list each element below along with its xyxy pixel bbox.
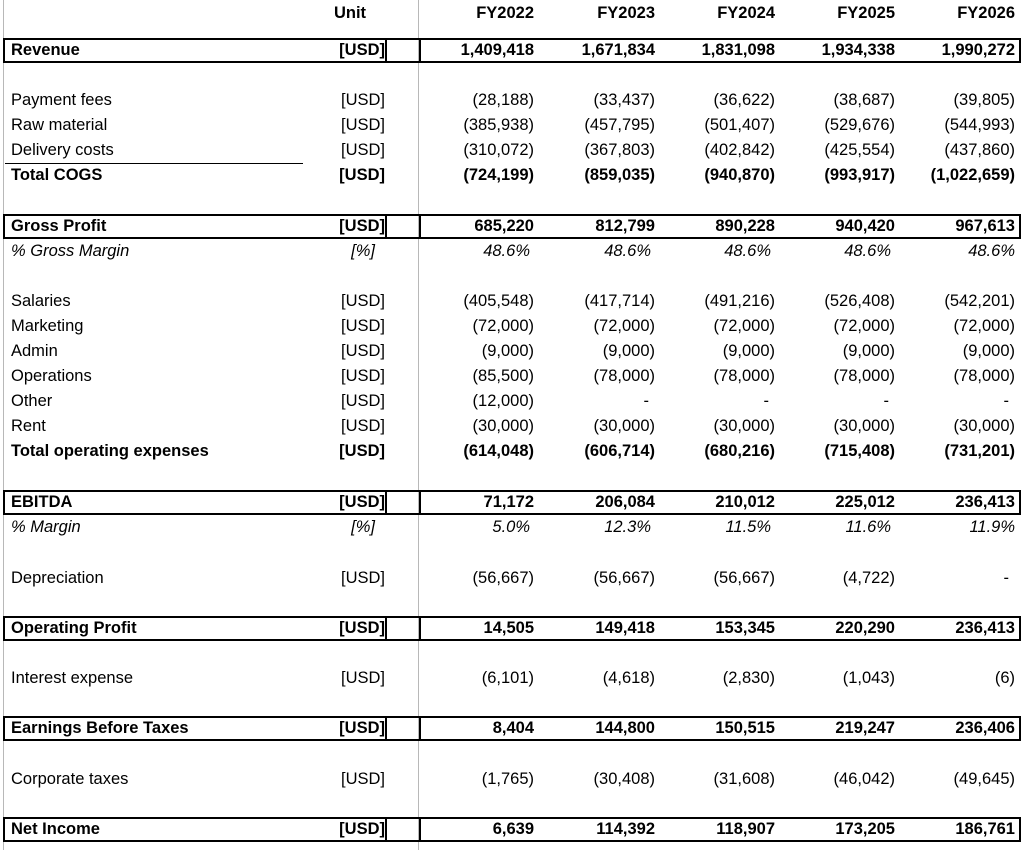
- row-value: 6,639: [492, 820, 534, 838]
- row-value: -: [643, 392, 649, 410]
- row-unit: [USD]: [340, 669, 385, 687]
- row-value: (78,000): [833, 367, 895, 385]
- row-value: 1,671,834: [581, 41, 655, 59]
- row-value: 8,404: [492, 719, 534, 737]
- row-value: (859,035): [584, 166, 655, 184]
- row-ebt: [0, 716, 1024, 741]
- row-interest-expense: [0, 666, 1024, 691]
- row-value: 149,418: [595, 619, 655, 637]
- row-label: Total COGS: [11, 166, 103, 184]
- row-value: 173,205: [835, 820, 895, 838]
- row-margin: [0, 515, 1024, 540]
- row-value: (36,622): [713, 91, 775, 109]
- row-label: Salaries: [11, 292, 71, 310]
- row-unit: [USD]: [340, 392, 385, 410]
- row-label: Delivery costs: [11, 141, 114, 159]
- row-value: (614,048): [463, 442, 534, 460]
- row-value: -: [1003, 569, 1009, 587]
- row-label: Earnings Before Taxes: [11, 719, 189, 737]
- row-label: Interest expense: [11, 669, 133, 687]
- row-unit: [USD]: [339, 442, 385, 460]
- row-marketing: [0, 314, 1024, 339]
- row-ebitda: [0, 490, 1024, 515]
- row-value: (28,188): [472, 91, 534, 109]
- row-value: 236,406: [955, 719, 1015, 737]
- row-unit: [USD]: [340, 91, 385, 109]
- row-value: (72,000): [953, 317, 1015, 335]
- row-raw-material: [0, 113, 1024, 138]
- row-total-opex: [0, 439, 1024, 464]
- row-value: (6): [994, 669, 1015, 687]
- row-value: (405,548): [463, 292, 534, 310]
- row-value: (457,795): [584, 116, 655, 134]
- header-row: [0, 1, 1024, 26]
- row-value: 220,290: [835, 619, 895, 637]
- row-unit: [USD]: [339, 719, 385, 737]
- row-rent: [0, 414, 1024, 439]
- row-value: (49,645): [953, 770, 1015, 788]
- row-unit: [USD]: [340, 569, 385, 587]
- row-value: (544,993): [944, 116, 1015, 134]
- year-header: FY2026: [957, 4, 1015, 22]
- row-value: 153,345: [715, 619, 775, 637]
- row-value: 12.3%: [604, 518, 651, 536]
- row-label: Raw material: [11, 116, 108, 134]
- row-gross-margin: [0, 239, 1024, 264]
- row-value: 236,413: [955, 493, 1015, 511]
- row-other: [0, 389, 1024, 414]
- row-value: (46,042): [833, 770, 895, 788]
- row-value: 48.6%: [724, 242, 771, 260]
- row-value: (680,216): [704, 442, 775, 460]
- row-label: Other: [11, 392, 53, 410]
- row-value: (367,803): [584, 141, 655, 159]
- row-value: (940,870): [704, 166, 775, 184]
- row-value: 225,012: [835, 493, 895, 511]
- row-value: (1,022,659): [930, 166, 1015, 184]
- row-total-cogs: [0, 163, 1024, 188]
- row-label: Operations: [11, 367, 92, 385]
- row-label: % Margin: [11, 518, 81, 536]
- row-value: 890,228: [715, 217, 775, 235]
- row-value: (72,000): [833, 317, 895, 335]
- row-unit: [USD]: [339, 41, 385, 59]
- row-value: (724,199): [463, 166, 534, 184]
- row-value: -: [1003, 392, 1009, 410]
- row-value: -: [763, 392, 769, 410]
- row-label: Net Income: [11, 820, 100, 838]
- row-label: Rent: [11, 417, 46, 435]
- row-value: (78,000): [953, 367, 1015, 385]
- row-value: -: [883, 392, 889, 410]
- row-value: (56,667): [713, 569, 775, 587]
- row-value: (731,201): [944, 442, 1015, 460]
- row-unit: [USD]: [339, 820, 385, 838]
- row-value: (501,407): [704, 116, 775, 134]
- row-value: (9,000): [602, 342, 655, 360]
- row-value: (491,216): [704, 292, 775, 310]
- row-value: 114,392: [596, 820, 655, 838]
- row-value: (402,842): [704, 141, 775, 159]
- row-value: 5.0%: [492, 518, 530, 536]
- row-value: (993,917): [824, 166, 895, 184]
- row-value: (72,000): [713, 317, 775, 335]
- row-value: 685,220: [474, 217, 534, 235]
- row-label: Marketing: [11, 317, 84, 335]
- row-value: 48.6%: [483, 242, 530, 260]
- row-value: 967,613: [955, 217, 1015, 235]
- row-admin: [0, 339, 1024, 364]
- row-gross-profit: [0, 214, 1024, 239]
- row-value: (310,072): [463, 141, 534, 159]
- row-value: (30,408): [593, 770, 655, 788]
- row-label: Operating Profit: [11, 619, 137, 637]
- row-value: (2,830): [722, 669, 775, 687]
- row-value: 118,907: [716, 820, 775, 838]
- row-value: (31,608): [713, 770, 775, 788]
- row-value: (30,000): [472, 417, 534, 435]
- row-unit: [USD]: [340, 292, 385, 310]
- row-label: Gross Profit: [11, 217, 107, 235]
- row-payment-fees: [0, 88, 1024, 113]
- row-value: 1,934,338: [821, 41, 895, 59]
- row-value: 11.6%: [845, 518, 891, 536]
- row-value: (33,437): [593, 91, 655, 109]
- row-value: 1,990,272: [941, 41, 1015, 59]
- row-value: (4,722): [842, 569, 895, 587]
- row-unit: [USD]: [339, 493, 385, 511]
- row-value: (72,000): [472, 317, 534, 335]
- row-value: 150,515: [715, 719, 775, 737]
- row-unit: [USD]: [340, 317, 385, 335]
- row-label: Total operating expenses: [11, 442, 209, 460]
- row-value: 48.6%: [604, 242, 651, 260]
- row-unit: [%]: [351, 518, 375, 536]
- row-operations: [0, 364, 1024, 389]
- row-value: (437,860): [944, 141, 1015, 159]
- row-value: 210,012: [715, 493, 775, 511]
- row-value: (78,000): [593, 367, 655, 385]
- row-unit: [USD]: [339, 619, 385, 637]
- row-delivery-costs: [0, 138, 1024, 163]
- row-value: (38,687): [833, 91, 895, 109]
- row-label: Payment fees: [11, 91, 112, 109]
- row-value: (30,000): [953, 417, 1015, 435]
- row-value: (85,500): [472, 367, 534, 385]
- year-header: FY2022: [476, 4, 534, 22]
- row-value: (9,000): [481, 342, 534, 360]
- row-revenue: [0, 38, 1024, 63]
- row-value: (529,676): [824, 116, 895, 134]
- row-value: (78,000): [713, 367, 775, 385]
- row-value: (9,000): [962, 342, 1015, 360]
- row-value: (12,000): [472, 392, 534, 410]
- row-value: 71,172: [483, 493, 534, 511]
- row-value: (526,408): [824, 292, 895, 310]
- row-value: 940,420: [835, 217, 895, 235]
- row-label: Corporate taxes: [11, 770, 129, 788]
- row-value: 219,247: [835, 719, 895, 737]
- year-header: FY2024: [717, 4, 775, 22]
- row-value: 206,084: [595, 493, 655, 511]
- row-label: Revenue: [11, 41, 80, 59]
- row-value: 48.6%: [968, 242, 1015, 260]
- row-unit: [USD]: [340, 141, 385, 159]
- row-corporate-taxes: [0, 767, 1024, 792]
- row-unit: [USD]: [340, 116, 385, 134]
- row-value: (417,714): [584, 292, 655, 310]
- row-value: 11.9%: [969, 518, 1015, 536]
- row-value: 48.6%: [844, 242, 891, 260]
- row-value: 186,761: [955, 820, 1015, 838]
- unit-header: Unit: [333, 4, 367, 22]
- row-value: (9,000): [722, 342, 775, 360]
- row-value: (39,805): [953, 91, 1015, 109]
- row-value: 144,800: [595, 719, 655, 737]
- row-value: (56,667): [472, 569, 534, 587]
- row-value: (6,101): [481, 669, 534, 687]
- row-value: (72,000): [593, 317, 655, 335]
- row-net-income: [0, 817, 1024, 842]
- row-value: 812,799: [595, 217, 655, 235]
- year-header: FY2025: [837, 4, 895, 22]
- row-unit: [USD]: [339, 217, 385, 235]
- row-operating-profit: [0, 616, 1024, 641]
- row-value: (56,667): [593, 569, 655, 587]
- row-value: (30,000): [833, 417, 895, 435]
- row-label: EBITDA: [11, 493, 73, 511]
- row-value: 236,413: [955, 619, 1015, 637]
- row-value: (30,000): [713, 417, 775, 435]
- row-salaries: [0, 289, 1024, 314]
- row-value: 1,409,418: [460, 41, 534, 59]
- row-value: 1,831,098: [701, 41, 775, 59]
- row-value: (606,714): [584, 442, 655, 460]
- row-value: (9,000): [842, 342, 895, 360]
- row-value: (425,554): [824, 141, 895, 159]
- row-value: 14,505: [483, 619, 534, 637]
- year-header: FY2023: [597, 4, 655, 22]
- row-unit: [USD]: [340, 342, 385, 360]
- row-label: Depreciation: [11, 569, 104, 587]
- row-value: (30,000): [593, 417, 655, 435]
- row-value: (1,765): [481, 770, 534, 788]
- row-value: (385,938): [463, 116, 534, 134]
- row-unit: [%]: [351, 242, 375, 260]
- row-value: (542,201): [944, 292, 1015, 310]
- row-label: % Gross Margin: [11, 242, 130, 260]
- row-label: Admin: [11, 342, 58, 360]
- row-unit: [USD]: [340, 770, 385, 788]
- row-value: (4,618): [602, 669, 655, 687]
- row-unit: [USD]: [339, 166, 385, 184]
- row-value: (1,043): [842, 669, 895, 687]
- row-depreciation: [0, 566, 1024, 591]
- row-unit: [USD]: [340, 417, 385, 435]
- row-value: (715,408): [824, 442, 895, 460]
- row-value: 11.5%: [725, 518, 771, 536]
- row-unit: [USD]: [340, 367, 385, 385]
